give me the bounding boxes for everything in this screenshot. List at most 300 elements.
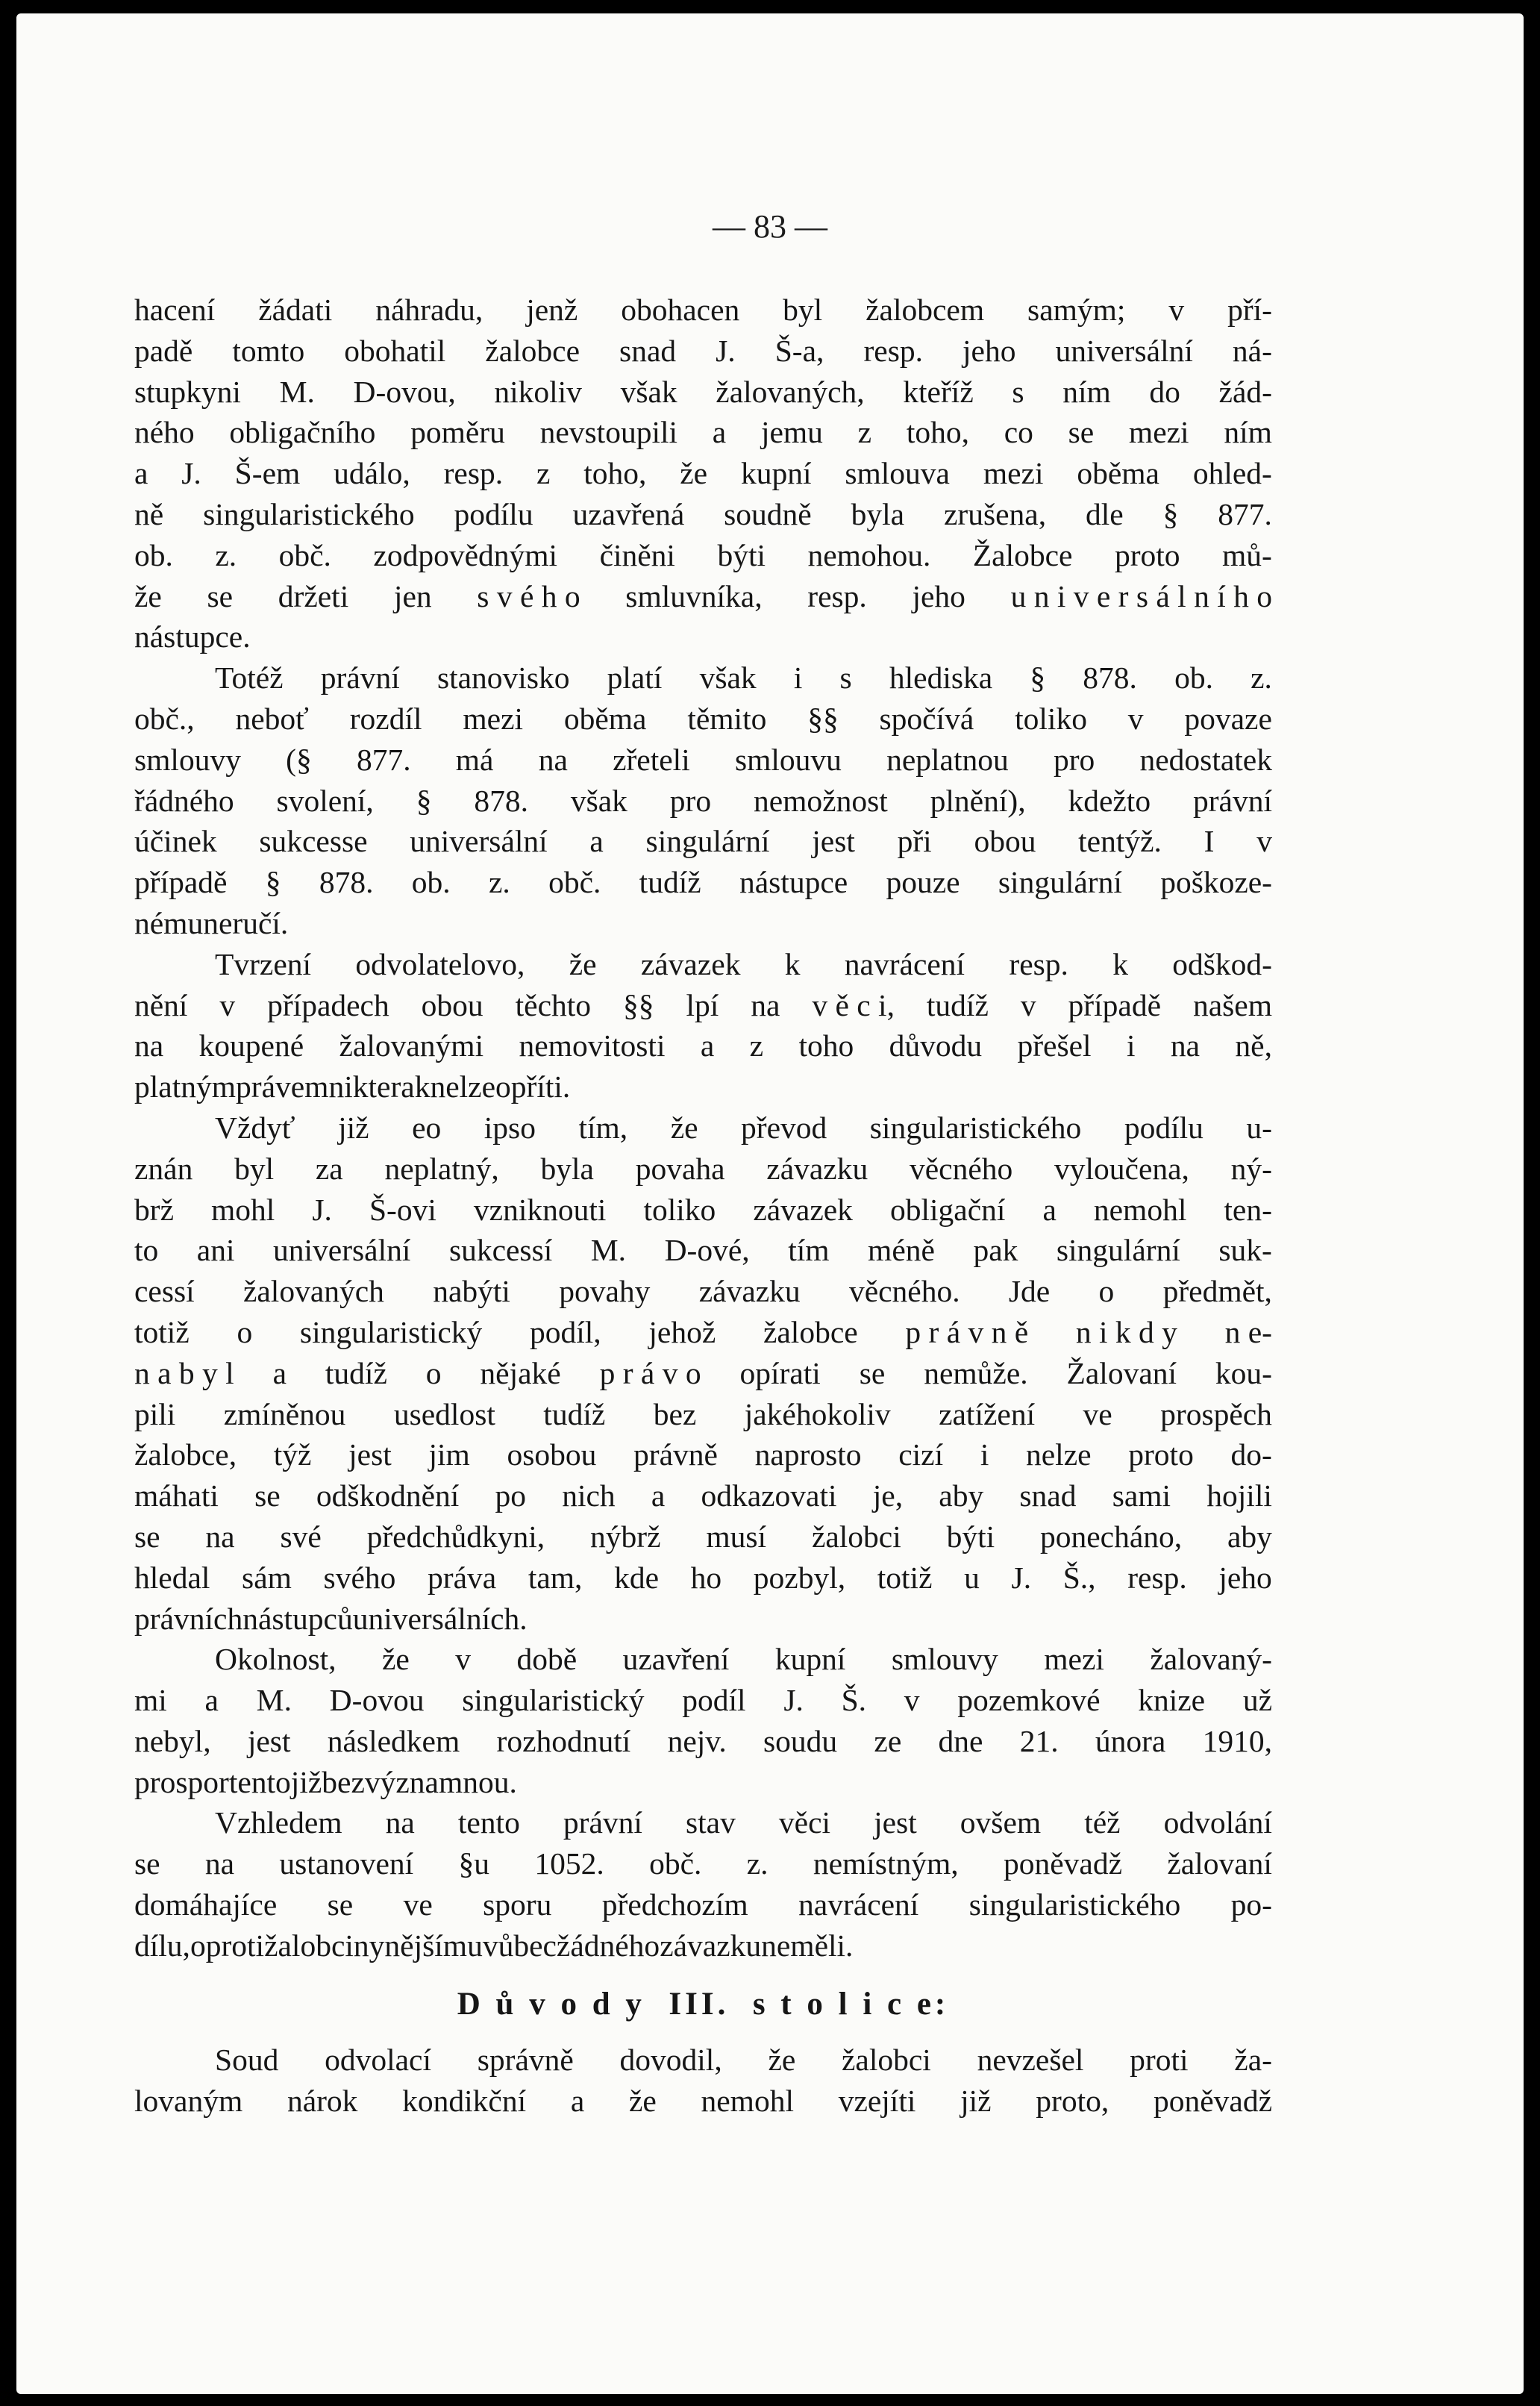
text-line: [134, 1516, 1272, 1557]
word: s: [839, 660, 852, 696]
word: při: [897, 824, 932, 859]
word: byl: [234, 1151, 275, 1186]
word: mezi: [983, 456, 1044, 491]
word: pili: [134, 1396, 176, 1431]
word: Tvrzení: [215, 946, 312, 981]
word: se: [134, 1519, 160, 1554]
word: zmíněnou: [223, 1396, 346, 1431]
book-page: [16, 13, 1524, 2394]
word: singularistického: [869, 1110, 1082, 1145]
word: méně: [868, 1233, 935, 1268]
word: poměru: [410, 415, 505, 450]
word: jen: [393, 578, 432, 613]
text-line: [134, 1639, 1272, 1680]
word: p r á v o: [599, 1355, 701, 1390]
word: padě: [134, 333, 193, 368]
word: §: [1030, 660, 1046, 696]
word: za: [315, 1151, 343, 1186]
text-line: [134, 1762, 1272, 1803]
word: o: [1098, 1274, 1115, 1309]
word: oběma: [1077, 456, 1159, 491]
word: vyloučena,: [1054, 1151, 1189, 1186]
word: uzavření: [622, 1642, 730, 1677]
text-line: [134, 1394, 1272, 1435]
text-line: [134, 372, 1272, 413]
word: kou-: [1215, 1355, 1272, 1390]
word: hacení: [134, 293, 216, 327]
word: totiž: [877, 1560, 933, 1595]
word: jemu: [760, 415, 823, 450]
word: svého: [323, 1560, 396, 1595]
word: proti: [1130, 2043, 1189, 2078]
word: nemohou.: [807, 537, 931, 572]
text-line: [134, 1925, 1272, 1966]
word: oproti: [190, 1928, 265, 1963]
word: po-: [1230, 1887, 1272, 1922]
word: jeho: [962, 333, 1016, 368]
word: stanovisko: [436, 660, 570, 696]
word: §§: [807, 701, 839, 736]
word: pří-: [1227, 293, 1272, 327]
word: nedostatek: [1139, 742, 1272, 777]
word: jenž: [526, 293, 578, 327]
word: obou: [974, 824, 1036, 859]
word: D-ovou,: [353, 374, 456, 409]
word: k: [784, 946, 801, 981]
word: pak: [973, 1233, 1018, 1268]
text-line: [134, 1884, 1272, 1925]
word: v: [1168, 293, 1185, 327]
body-text: [134, 290, 1272, 2122]
word: a: [589, 824, 604, 859]
word: ob.: [411, 865, 451, 900]
word: své: [280, 1519, 322, 1554]
word: 1052.: [534, 1846, 604, 1881]
word: totiž: [134, 1314, 190, 1349]
word: i: [980, 1437, 989, 1472]
word: resp.: [807, 578, 867, 613]
word: toho,: [906, 415, 969, 450]
word: Vzhledem: [215, 1805, 342, 1840]
word: jehož: [648, 1314, 716, 1349]
word: obohatil: [344, 333, 446, 368]
word: M.: [256, 1683, 292, 1718]
word: účinek: [134, 824, 217, 859]
word: universální: [1055, 333, 1193, 368]
word: obč.: [278, 537, 331, 572]
word: odvolání: [1163, 1805, 1272, 1840]
word: přešel: [1017, 1028, 1092, 1063]
word: událo,: [334, 456, 410, 491]
word: suk-: [1218, 1233, 1272, 1268]
text-line: [134, 1190, 1272, 1231]
word: pouze: [886, 865, 960, 900]
word: ho: [690, 1560, 722, 1595]
text-line: [134, 1557, 1272, 1599]
word: a: [712, 415, 727, 450]
word: D ů v o d y III. s t o l i c e:: [457, 1986, 950, 2022]
word: v: [1256, 824, 1272, 859]
word: na: [385, 1805, 415, 1840]
word: na: [1170, 1028, 1201, 1063]
word: povahy: [559, 1274, 651, 1309]
word: že: [134, 578, 162, 613]
word: nění: [134, 987, 188, 1022]
word: brž: [134, 1192, 174, 1227]
word: žalobci: [842, 2043, 931, 2078]
word: hojili: [1206, 1478, 1272, 1513]
word: neplatnou: [886, 742, 1009, 777]
word: D-ové,: [664, 1233, 750, 1268]
word: jest: [247, 1723, 291, 1758]
word: že: [680, 456, 708, 491]
word: neručí.: [203, 905, 289, 940]
word: žalovaných,: [716, 374, 865, 409]
word: nemohl: [701, 2084, 794, 2119]
word: lovaným: [134, 2084, 243, 2119]
word: žalovaných: [242, 1274, 384, 1309]
word: a: [1042, 1192, 1057, 1227]
word: k: [1112, 946, 1128, 981]
word: tudíž: [543, 1396, 606, 1431]
word: závazek: [640, 946, 741, 981]
word: singulární: [998, 865, 1122, 900]
word: nejv.: [667, 1723, 727, 1758]
word: z.: [1251, 660, 1272, 696]
word: platí: [607, 660, 663, 696]
word: platným: [134, 1069, 237, 1104]
word: 1910,: [1202, 1723, 1272, 1758]
word: o: [237, 1314, 253, 1349]
word: hledal: [134, 1560, 210, 1595]
word: Okolnost,: [215, 1642, 337, 1677]
word: že: [670, 1110, 698, 1145]
word: mi: [134, 1683, 167, 1718]
section-heading: [134, 1984, 1272, 2025]
word: držeti: [278, 578, 349, 613]
word: dílu,: [134, 1928, 190, 1963]
word: odškodnění: [316, 1478, 460, 1513]
word: nelze: [430, 1069, 495, 1104]
word: však: [620, 374, 677, 409]
word: vzniknouti: [473, 1192, 607, 1227]
word: D-ovou: [329, 1683, 425, 1718]
word: poněvadž: [1153, 2084, 1272, 2119]
word: případech: [267, 987, 389, 1022]
word: n e-: [1224, 1314, 1272, 1349]
word: neboť: [235, 701, 309, 736]
word: §u: [458, 1846, 490, 1881]
word: se: [207, 578, 234, 613]
word: ob.: [1174, 660, 1213, 696]
text-line: [134, 781, 1272, 822]
word: singularistického: [968, 1887, 1181, 1922]
word: vzejíti: [838, 2084, 916, 2119]
word: tím,: [578, 1110, 628, 1145]
word: že: [382, 1642, 410, 1677]
word: ze: [874, 1723, 902, 1758]
word: singulární: [1056, 1233, 1180, 1268]
word: věcného.: [848, 1274, 960, 1309]
word: na: [205, 1519, 235, 1554]
word: s v é h o: [477, 578, 580, 613]
word: soudu: [763, 1723, 838, 1758]
word: na: [134, 1028, 164, 1063]
word: p r á v n ě: [905, 1314, 1029, 1349]
word: singularistického: [203, 496, 415, 531]
word: tomto: [232, 333, 305, 368]
word: žád-: [1218, 374, 1272, 409]
word: věci: [778, 1805, 831, 1840]
word: zrušena,: [943, 496, 1047, 531]
word: sukcesse: [259, 824, 368, 859]
word: však: [570, 783, 627, 818]
word: nárok: [287, 2084, 358, 2119]
word: znán: [134, 1151, 193, 1186]
word: nevzešel: [977, 2043, 1084, 2078]
text-line: [134, 1802, 1272, 1843]
word: z.: [215, 537, 237, 572]
word: bez: [653, 1396, 697, 1431]
word: ohled-: [1192, 456, 1272, 491]
word: nemovitosti: [519, 1028, 666, 1063]
word: J.: [312, 1192, 332, 1227]
word: nabýti: [433, 1274, 510, 1309]
word: jest: [348, 1437, 392, 1472]
word: odvolatelovo,: [355, 946, 525, 981]
word: odvolací: [325, 2043, 431, 2078]
word: kdežto: [1068, 783, 1151, 818]
word: právem: [236, 1069, 329, 1104]
word: toho,: [583, 456, 647, 491]
word: Žalovaní: [1066, 1355, 1177, 1390]
text-line: [134, 1025, 1272, 1066]
word: spor: [175, 1764, 229, 1799]
word: povaze: [1184, 701, 1272, 736]
text-line: [134, 699, 1272, 740]
text-line: [134, 331, 1272, 372]
word: Žalobce: [972, 537, 1073, 572]
word: vůbec: [482, 1928, 557, 1963]
text-line: [134, 535, 1272, 576]
word: stupkyni: [134, 374, 241, 409]
text-line: [134, 1680, 1272, 1721]
word: ob.: [134, 537, 173, 572]
word: se: [254, 1478, 281, 1513]
word: domáhajíce: [134, 1887, 278, 1922]
word: nikoliv: [494, 374, 582, 409]
text-line: [134, 2081, 1272, 2122]
word: 878.: [1083, 660, 1137, 696]
word: našem: [1192, 987, 1272, 1022]
word: kupní: [774, 1642, 846, 1677]
text-line: [134, 1434, 1272, 1475]
word: právní: [1192, 783, 1272, 818]
word: Š-a,: [774, 333, 824, 368]
text-line: [134, 1149, 1272, 1190]
word: předmět,: [1162, 1274, 1272, 1309]
word: J.: [716, 333, 736, 368]
word: pro: [669, 783, 712, 818]
word: i: [1126, 1028, 1136, 1063]
word: nýbrž: [590, 1519, 661, 1554]
word: obligační: [889, 1192, 1006, 1227]
word: neměli.: [761, 1928, 854, 1963]
word: nemístným,: [813, 1846, 959, 1881]
word: 877.: [1218, 496, 1272, 531]
word: nelze: [1026, 1437, 1092, 1472]
word: nynějšímu: [353, 1928, 483, 1963]
word: musí: [706, 1519, 767, 1554]
word: sami: [1112, 1478, 1171, 1513]
word: ovšem: [960, 1805, 1042, 1840]
word: mů-: [1222, 537, 1272, 572]
word: závazku: [660, 1928, 762, 1963]
word: v: [904, 1683, 920, 1718]
word: již: [338, 1110, 369, 1145]
word: povaha: [635, 1151, 725, 1186]
word: sukcessí: [448, 1233, 553, 1268]
word: již: [960, 2084, 992, 2119]
word: nástupců: [242, 1601, 353, 1636]
word: resp.: [863, 333, 923, 368]
word: u-: [1246, 1110, 1272, 1145]
word: ním: [1224, 415, 1272, 450]
text-line: [134, 412, 1272, 453]
word: do-: [1230, 1437, 1272, 1472]
word: Totéž: [215, 660, 284, 696]
word: žalobce: [763, 1314, 858, 1349]
text-line: [134, 616, 1272, 657]
word: to: [134, 1233, 159, 1268]
word: žádati: [258, 293, 333, 327]
word: z.: [746, 1846, 769, 1881]
word: byl: [783, 293, 823, 327]
word: nástupce: [739, 865, 848, 900]
word: svolení,: [276, 783, 374, 818]
word: §: [416, 783, 432, 818]
word: M.: [279, 374, 315, 409]
word: resp.: [1127, 1560, 1187, 1595]
word: ani: [196, 1233, 235, 1268]
word: §§: [622, 987, 654, 1022]
text-line: [134, 1353, 1272, 1394]
word: jeho: [912, 578, 965, 613]
word: jakéhokoliv: [744, 1396, 891, 1431]
text-line: [134, 1066, 1272, 1107]
word: věcného: [909, 1151, 1013, 1186]
word: plnění),: [930, 783, 1026, 818]
word: koupené: [198, 1028, 304, 1063]
text-line: [134, 453, 1272, 494]
word: sporu: [483, 1887, 552, 1922]
word: tudíž: [639, 865, 701, 900]
word: podílu: [454, 496, 533, 531]
word: tentýž.: [1078, 824, 1162, 859]
word: nikterak: [328, 1069, 431, 1104]
word: je,: [872, 1478, 904, 1513]
word: J.: [1011, 1560, 1032, 1595]
word: pro: [134, 1764, 176, 1799]
word: správně: [477, 2043, 574, 2078]
text-line: [134, 821, 1272, 862]
word: že: [768, 2043, 796, 2078]
word: nevstoupili: [539, 415, 678, 450]
text-line: [134, 1721, 1272, 1762]
word: i: [793, 660, 803, 696]
word: zodpovědnými: [373, 537, 558, 572]
word: smluvníka,: [625, 578, 763, 613]
word: z: [857, 415, 872, 450]
word: závazku: [766, 1151, 868, 1186]
word: případě: [1068, 987, 1161, 1022]
word: odškod-: [1172, 946, 1272, 981]
text-line: [134, 1271, 1272, 1312]
word: ním: [1062, 374, 1111, 409]
word: v: [1127, 701, 1144, 736]
word: kupní: [740, 456, 812, 491]
text-line: [134, 494, 1272, 535]
word: též: [1084, 1805, 1121, 1840]
word: ža-: [1234, 2043, 1272, 2078]
word: už: [1242, 1683, 1272, 1718]
word: ná-: [1232, 333, 1272, 368]
word: §: [1162, 496, 1179, 531]
word: stav: [685, 1805, 736, 1840]
word: resp.: [443, 456, 504, 491]
word: nému: [134, 905, 204, 940]
word: knize: [1138, 1683, 1206, 1718]
word: soudně: [724, 496, 812, 531]
word: opírati: [739, 1355, 821, 1390]
word: I: [1203, 824, 1215, 859]
word: právně: [633, 1437, 718, 1472]
word: nemohl: [1093, 1192, 1187, 1227]
word: činěni: [599, 537, 675, 572]
word: ně: [134, 496, 164, 531]
word: kde: [614, 1560, 659, 1595]
word: tím: [788, 1233, 830, 1268]
word: o: [425, 1355, 442, 1390]
text-line: [134, 862, 1272, 903]
word: žalobci: [811, 1519, 901, 1554]
word: 21.: [1019, 1723, 1059, 1758]
text-line: [134, 1107, 1272, 1149]
word: byla: [540, 1151, 594, 1186]
word: osobou: [507, 1437, 597, 1472]
word: a: [272, 1355, 287, 1390]
word: n i k d y: [1075, 1314, 1177, 1349]
text-line: [134, 1599, 1272, 1640]
word: závazku: [698, 1274, 801, 1309]
word: J.: [783, 1683, 804, 1718]
word: cessí: [134, 1274, 195, 1309]
word: v: [455, 1642, 472, 1677]
word: mohl: [211, 1192, 275, 1227]
word: snad: [619, 333, 677, 368]
word: se: [134, 1846, 160, 1881]
word: právní: [320, 660, 400, 696]
word: na: [538, 742, 568, 777]
word: ně,: [1235, 1028, 1272, 1063]
word: toliko: [1015, 701, 1087, 736]
word: tento: [228, 1764, 291, 1799]
word: pozbyl,: [753, 1560, 846, 1595]
word: se: [327, 1887, 354, 1922]
word: podílu: [1124, 1110, 1203, 1145]
word: §: [265, 865, 281, 900]
word: ipso: [483, 1110, 536, 1145]
